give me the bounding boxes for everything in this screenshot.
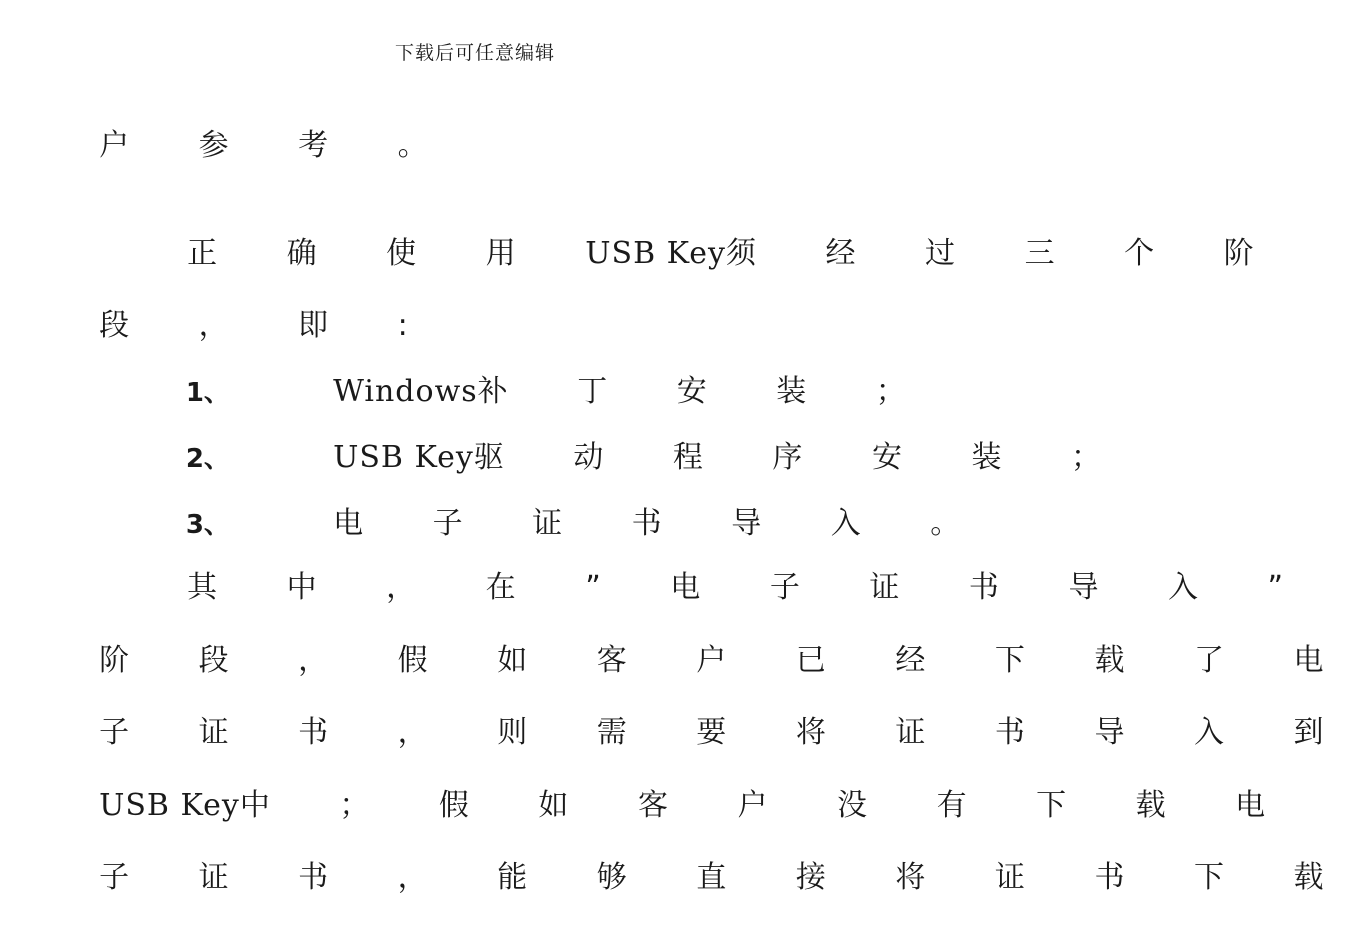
paragraph-2-line-3 [80, 673, 1354, 750]
paragraph-2-line-4 [80, 746, 1296, 823]
list-item-2-number [168, 398, 230, 474]
text-fragment: 段 ， 即 : [99, 308, 438, 343]
text-line-1 [80, 86, 458, 163]
paragraph-1-line-1 [168, 194, 1284, 271]
text-fragment-latin: USB Key [99, 788, 240, 823]
text-fragment: 子 证 书 ， 则 需 要 将 证 书 导 入 到 [99, 715, 1354, 750]
paragraph-1-line-2 [80, 266, 438, 343]
list-item-1-text [314, 332, 936, 409]
text-fragment-latin: USB Key [333, 440, 474, 475]
list-item-3-text [314, 464, 991, 541]
paragraph-2-line-2 [80, 601, 1354, 678]
list-item-2-text [314, 398, 1132, 475]
list-number: 2、 [185, 444, 230, 474]
paragraph-2-line-5 [80, 818, 1354, 895]
paragraph-2-line-1 [168, 528, 1314, 605]
list-number: 1、 [185, 378, 230, 408]
text-fragment-latin: Windows [333, 374, 478, 409]
text-fragment: 电 子 证 书 导 入 。 [333, 506, 991, 541]
text-fragment: 补 丁 安 装 ； [477, 374, 936, 409]
text-fragment: 中 ； 假 如 客 户 没 有 下 载 电 [239, 788, 1296, 823]
text-fragment: 驱 动 程 序 安 装 ； [473, 440, 1132, 475]
list-item-1-number [168, 332, 230, 408]
list-item-3-number [168, 464, 230, 540]
text-fragment-latin: USB Key [585, 236, 726, 271]
text-fragment: 正 确 使 用 [187, 236, 586, 271]
list-number: 3、 [185, 510, 230, 540]
text-fragment: 户 参 考 。 [99, 128, 458, 163]
text-fragment: 子 证 书 ， 能 够 直 接 将 证 书 下 载 [99, 860, 1354, 895]
page-header: 下载后可任意编辑 [394, 42, 555, 64]
text-fragment: 须 经 过 三 个 阶 [725, 236, 1284, 271]
text-fragment: 阶 段 ， 假 如 客 户 已 经 下 载 了 电 [99, 643, 1354, 678]
text-fragment: 其 中 ， 在 ” 电 子 证 书 导 入 ” [187, 570, 1314, 605]
